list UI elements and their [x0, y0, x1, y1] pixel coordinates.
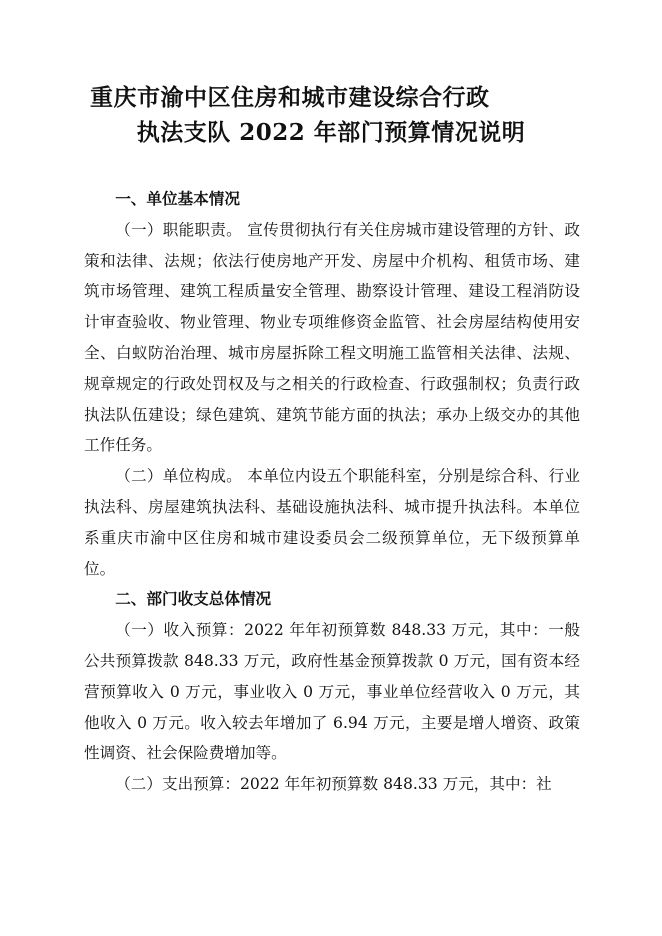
section-2-paragraph-1: （一）收入预算：2022 年年初预算数 848.33 万元，其中：一般公共预算拨款 848.33 万元，政府性基金预算拨款 0 万元，国有资本经营预算收入 0 万元，事业收入 0 万元，事业单位经营收入 0 万元，其他收入 0 万元。收入较去年增加了 6.94 万元，主要是增人增资、政策性调资、社会保险费增加等。: [84, 621, 580, 763]
section-1-paragraph-1: （一）职能职责。 宣传贯彻执行有关住房城市建设管理的方针、政策和法律、法规；依法行使房地产开发、房屋中介机构、租赁市场、建筑市场管理、建筑工程质量安全管理、勘察设计管理、建设工程消防设计审查验收、物业管理、物业专项维修资金监管、社会房屋结构使用安全、白蚁防治治理、城市房屋拆除工程文明施工监管相关法律、法规、规章规定的行政处罚权及与之相关的行政检查、行政强制权；负责行政执法队伍建设；绿色建筑、建筑节能方面的执法；承办上级交办的其他工作任务。: [84, 220, 580, 455]
title-line-2: 执法支队 2022 年部门预算情况说明: [136, 119, 526, 146]
section-1-paragraph-2: （二）单位构成。 本单位内设五个职能科室，分别是综合科、行业执法科、房屋建筑执法科、基础设施执法科、城市提升执法科。本单位系重庆市渝中区住房和城市建设委员会二级预算单位，无下级预算单位。: [84, 467, 580, 578]
title-line-1: 重庆市渝中区住房和城市建设综合行政: [90, 84, 490, 111]
document-body: [84, 184, 580, 800]
section-2-heading: 二、部门收支总体情况: [115, 589, 272, 609]
section-1-heading: 一、单位基本情况: [115, 189, 240, 208]
section-2-paragraph-2: （二）支出预算：2022 年年初预算数 848.33 万元，其中：社: [115, 775, 552, 794]
